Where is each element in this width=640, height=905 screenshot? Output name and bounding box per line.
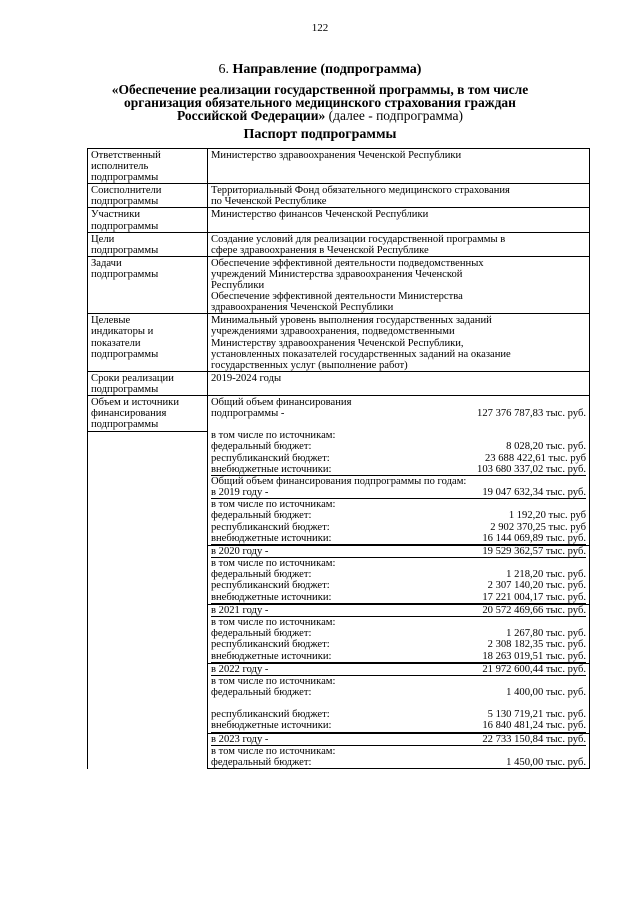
finance-row [211,687,586,698]
passport-row-label [88,371,208,395]
year-block [208,545,589,604]
year-block [208,604,589,663]
finance-label-cell [88,395,208,768]
finance-value: 17 221 004,17 тыс. руб. [482,591,586,603]
text-line: учреждений Министерства здравоохранения Чеченской [211,268,463,280]
passport-row-text [208,149,590,184]
finance-label: в 2020 году - [211,545,269,557]
subprogram-title-line-1: «Обеспечение реализации государственной программы, в том числе [111,82,529,97]
label-line: индикаторы и [91,326,154,338]
subprogram-title [60,83,580,122]
passport-row [88,232,590,256]
sources-caption: в том числе по источникам: [211,617,336,629]
passport-title: Паспорт подпрограммы [243,127,397,142]
passport-row-text [208,314,590,371]
label-line: Сроки реализации [91,372,174,384]
spacer [211,698,586,709]
text-line: Министерство финансов Чеченской Республики [211,209,429,221]
text-line: Министерство здравоохранения Чеченской Республики [211,150,462,161]
finance-value: 2 902 370,25 тыс. руб [490,521,586,533]
passport-row-text [208,371,590,395]
finance-row [211,592,586,604]
subprogram-title-tail: (далее - подпрограмма) [325,108,464,123]
finance-row [211,546,586,558]
text-line: государственных услуг (выполнение работ) [211,359,408,371]
finance-label: в 2019 году - [211,487,269,499]
section-title: Направление (подпрограмма) [232,62,422,77]
text-line: 2019-2024 годы [211,372,282,384]
finance-value: 2 308 182,35 тыс. руб. [487,639,586,651]
passport-row-label [88,208,208,232]
finance-label: в 2022 году - [211,663,269,675]
subprogram-title-line-2: организация обязательного медицинского страхования граждан [124,95,516,110]
label-line: подпрограммы [91,268,159,280]
passport-row [88,256,590,313]
finance-label: федеральный бюджет: [211,687,312,699]
text-line: Обеспечение эффективной деятельности Министерства [211,291,463,303]
passport-row-label [88,184,208,208]
label-line: Цели [91,233,115,245]
finance-label: республиканский бюджет: [211,709,330,721]
finance-value: 21 972 600,44 тыс. руб. [482,663,586,675]
finance-label: подпрограммы - [211,408,285,420]
passport-row-label [88,149,208,184]
finance-label: внебюджетные источники: [211,720,332,732]
finance-row [211,487,586,499]
passport-row-text [208,256,590,313]
finance-label-block [88,397,207,432]
finance-row [211,757,586,768]
finance-row [211,734,586,746]
finance-row [211,464,586,476]
finance-label: республиканский бюджет: [211,521,330,533]
text-line: Минимальный уровень выполнения государственных заданий [211,315,492,327]
finance-value: 18 263 019,51 тыс. руб. [482,650,586,662]
label-line: Объем и источники [91,396,179,408]
finance-row [211,453,586,464]
finance-row [211,533,586,545]
finance-label: внебюджетные источники: [211,463,332,475]
sources-caption: в том числе по источникам: [211,558,336,570]
passport-row-text [208,184,590,208]
finance-value: 16 144 069,89 тыс. руб. [482,532,586,544]
label-line: показатели [91,337,141,349]
text-line: учреждениями здравоохранения, подведомственными [211,326,455,338]
text-line: установленных показателей государственных заданий на оказание [211,348,511,360]
label-line: финансирования [91,408,167,420]
year-block [211,487,586,545]
finance-label: внебюджетные источники: [211,591,332,603]
passport-row-text [208,208,590,232]
passport-table [87,148,590,769]
finance-row [211,441,586,452]
finance-row [211,522,586,533]
finance-value: 1 192,20 тыс. руб [508,510,586,522]
finance-label: федеральный бюджет: [211,569,312,581]
year-block [208,733,589,769]
spacer [211,419,586,430]
text-line: сфере здравоохранения в Чеченской Республике [211,244,429,256]
finance-row [211,709,586,720]
passport-row-label [88,314,208,371]
finance-row [211,651,586,663]
finance-row [211,580,586,591]
finance-label: федеральный бюджет: [211,510,312,522]
finance-label: федеральный бюджет: [211,756,312,768]
passport-row [88,371,590,395]
finance-value: 16 840 481,24 тыс. руб. [482,720,586,732]
label-line: исполнитель [91,161,149,173]
passport-row-finance [88,395,590,768]
section-number: 6. [218,62,230,77]
finance-row [211,639,586,650]
finance-value: 1 450,00 тыс. руб. [506,756,586,768]
finance-value: 103 680 337,02 тыс. руб. [477,463,586,475]
label-line: подпрограммы [91,244,159,256]
finance-value: 1 267,80 тыс. руб. [506,628,586,640]
passport-row-label [88,232,208,256]
label-line: подпрограммы [91,196,159,208]
finance-label: в 2021 году - [211,604,269,616]
finance-row [211,569,586,580]
text-line: Создание условий для реализации государственной программы в [211,233,506,245]
finance-row [211,628,586,639]
finance-label: республиканский бюджет: [211,580,330,592]
text-line: здравоохранения Чеченской Республики [211,302,394,314]
label-line: Ответственный [91,150,161,161]
finance-value: 1 218,20 тыс. руб. [506,569,586,581]
finance-value: 20 572 469,66 тыс. руб. [482,604,586,616]
sources-caption: в том числе по источникам: [211,499,336,511]
finance-row [211,408,586,419]
label-line: Задачи [91,257,122,269]
passport-row [88,184,590,208]
finance-label: федеральный бюджет: [211,628,312,640]
page-number: 122 [311,22,329,34]
finance-value: 8 028,20 тыс. руб. [506,441,586,453]
finance-row [211,510,586,521]
finance-label: республиканский бюджет: [211,639,330,651]
year-block [208,663,589,733]
section-heading [0,62,640,78]
passport-row-label [88,256,208,313]
passport-row [88,149,590,184]
finance-label: внебюджетные источники: [211,650,332,662]
by-years-title: Общий объем финансирования подпрограммы по годам: [211,475,467,487]
passport-row-text [208,232,590,256]
finance-value: 5 130 719,21 тыс. руб. [487,709,586,721]
finance-value: 19 047 632,34 тыс. руб. [482,487,586,499]
finance-value: 2 307 140,20 тыс. руб. [487,580,586,592]
finance-label: в 2023 году - [211,733,269,745]
finance-label: внебюджетные источники: [211,532,332,544]
text-line: Территориальный Фонд обязательного медицинского страхования [211,185,510,197]
finance-row [211,605,586,617]
label-line: Соисполнители [91,185,162,197]
text-line: Обеспечение эффективной деятельности подведомственных [211,257,484,269]
passport-row [88,314,590,371]
label-line: подпрограммы [91,220,159,232]
label-line: Целевые [91,315,131,327]
passport-row [88,208,590,232]
finance-label: федеральный бюджет: [211,441,312,453]
sources-caption: в том числе по источникам: [211,745,336,757]
text-line: Министерству здравоохранения Чеченской Республики, [211,337,464,349]
finance-value: 1 400,00 тыс. руб. [506,687,586,699]
finance-total-line: Общий объем финансирования [211,396,352,408]
finance-label: республиканский бюджет: [211,452,330,464]
label-line: Участники [91,209,141,221]
finance-value: 22 733 150,84 тыс. руб. [482,733,586,745]
finance-value: 127 376 787,83 тыс. руб. [477,408,586,420]
subprogram-title-line-3: Российской Федерации» [176,108,326,123]
finance-value: 19 529 362,57 тыс. руб. [482,545,586,557]
finance-value: 23 688 422,61 тыс. руб [484,452,586,464]
text-line: по Чеченской Республике [211,196,327,208]
finance-row [211,720,586,732]
finance-row [211,664,586,676]
sources-caption: в том числе по источникам: [211,430,336,442]
finance-content [208,395,590,768]
text-line: Республики [211,280,265,292]
label-line: подпрограммы [91,419,159,431]
sources-caption: в том числе по источникам: [211,675,336,687]
label-line: подпрограммы [91,383,159,395]
label-line: подпрограммы [91,348,159,360]
label-line: подпрограммы [91,172,159,184]
